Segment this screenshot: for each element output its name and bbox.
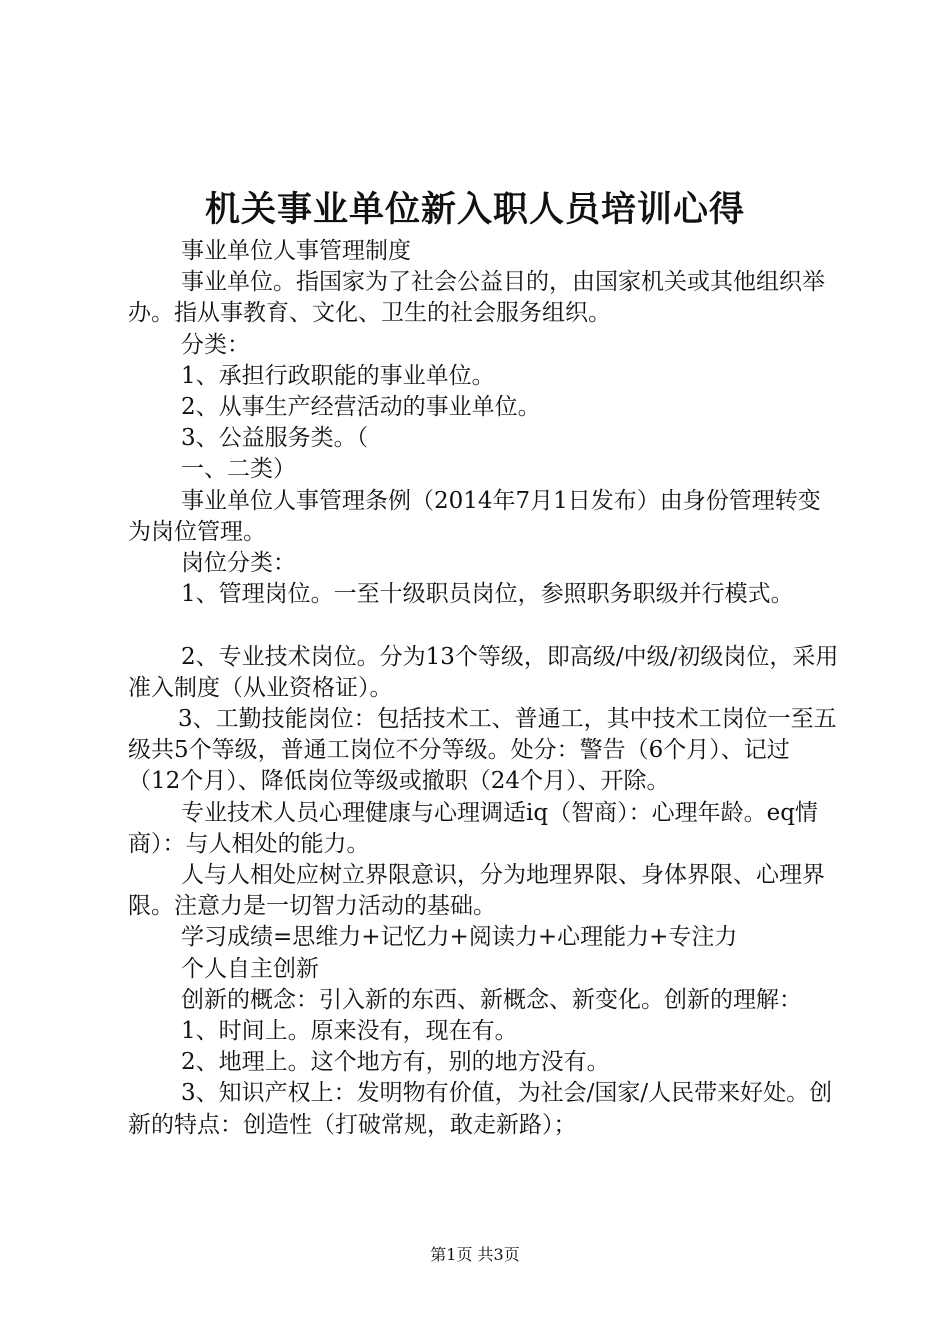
paragraph: 专业技术人员心理健康与心理调适iq（智商）：心理年龄。eq情商）：与人相处的能力。 (128, 799, 818, 857)
paragraph: 1、承担行政职能的事业单位。 (181, 362, 495, 389)
paragraph: 2、地理上。这个地方有，别的地方没有。 (181, 1049, 610, 1076)
paragraph: 事业单位人事管理制度 (181, 238, 411, 264)
paragraph: 一、二类） (181, 456, 296, 483)
paragraph: 人与人相处应树立界限意识，分为地理界限、身体界限、心理界限。注意力是一切智力活动的基础。 (128, 862, 825, 920)
paragraph: 分类： (181, 331, 250, 358)
paragraph: 3、公益服务类。（ (181, 425, 369, 452)
paragraph: 事业单位人事管理条例（2014年7月1日发布）由身份管理转变为岗位管理。 (128, 487, 821, 545)
paragraph: 3、工勤技能岗位：包括技术工、普通工，其中技术工岗位一至五级共5个等级，普通工岗位不分等级。处分：警告（6个月）、记过（12个月）、降低岗位等级或撤职（24个月）、开除。 (128, 706, 837, 795)
paragraph: 2、从事生产经营活动的事业单位。 (181, 394, 541, 421)
paragraph: 3、知识产权上：发明物有价值，为社会/国家/人民带来好处。创新的特点：创造性（打破常规，敢走新路）； (128, 1080, 833, 1138)
paragraph: 个人自主创新 (181, 955, 319, 982)
paragraph: 创新的概念：引入新的东西、新概念、新变化。创新的理解： (181, 986, 802, 1013)
paragraph: 1、时间上。原来没有，现在有。 (181, 1018, 518, 1045)
paragraph: 岗位分类： (181, 550, 296, 577)
paragraph: 2、专业技术岗位。分为13个等级，即高级/中级/初级岗位，采用准入制度（从业资格证）。 (128, 643, 839, 701)
paragraph: 学习成绩=思维力+记忆力+阅读力+心理能力+专注力 (181, 924, 738, 951)
paragraph: 事业单位。指国家为了社会公益目的，由国家机关或其他组织举办。指从事教育、文化、卫生的社会服务组织。 (128, 269, 825, 327)
page-footer: 第1页 共3页 (430, 1245, 520, 1264)
blank-line (128, 610, 840, 641)
paragraph: 1、管理岗位。一至十级职员岗位，参照职务职级并行模式。 (181, 581, 794, 608)
document-body (128, 236, 840, 1141)
document-title: 机关事业单位新入职人员培训心得 (204, 189, 745, 230)
